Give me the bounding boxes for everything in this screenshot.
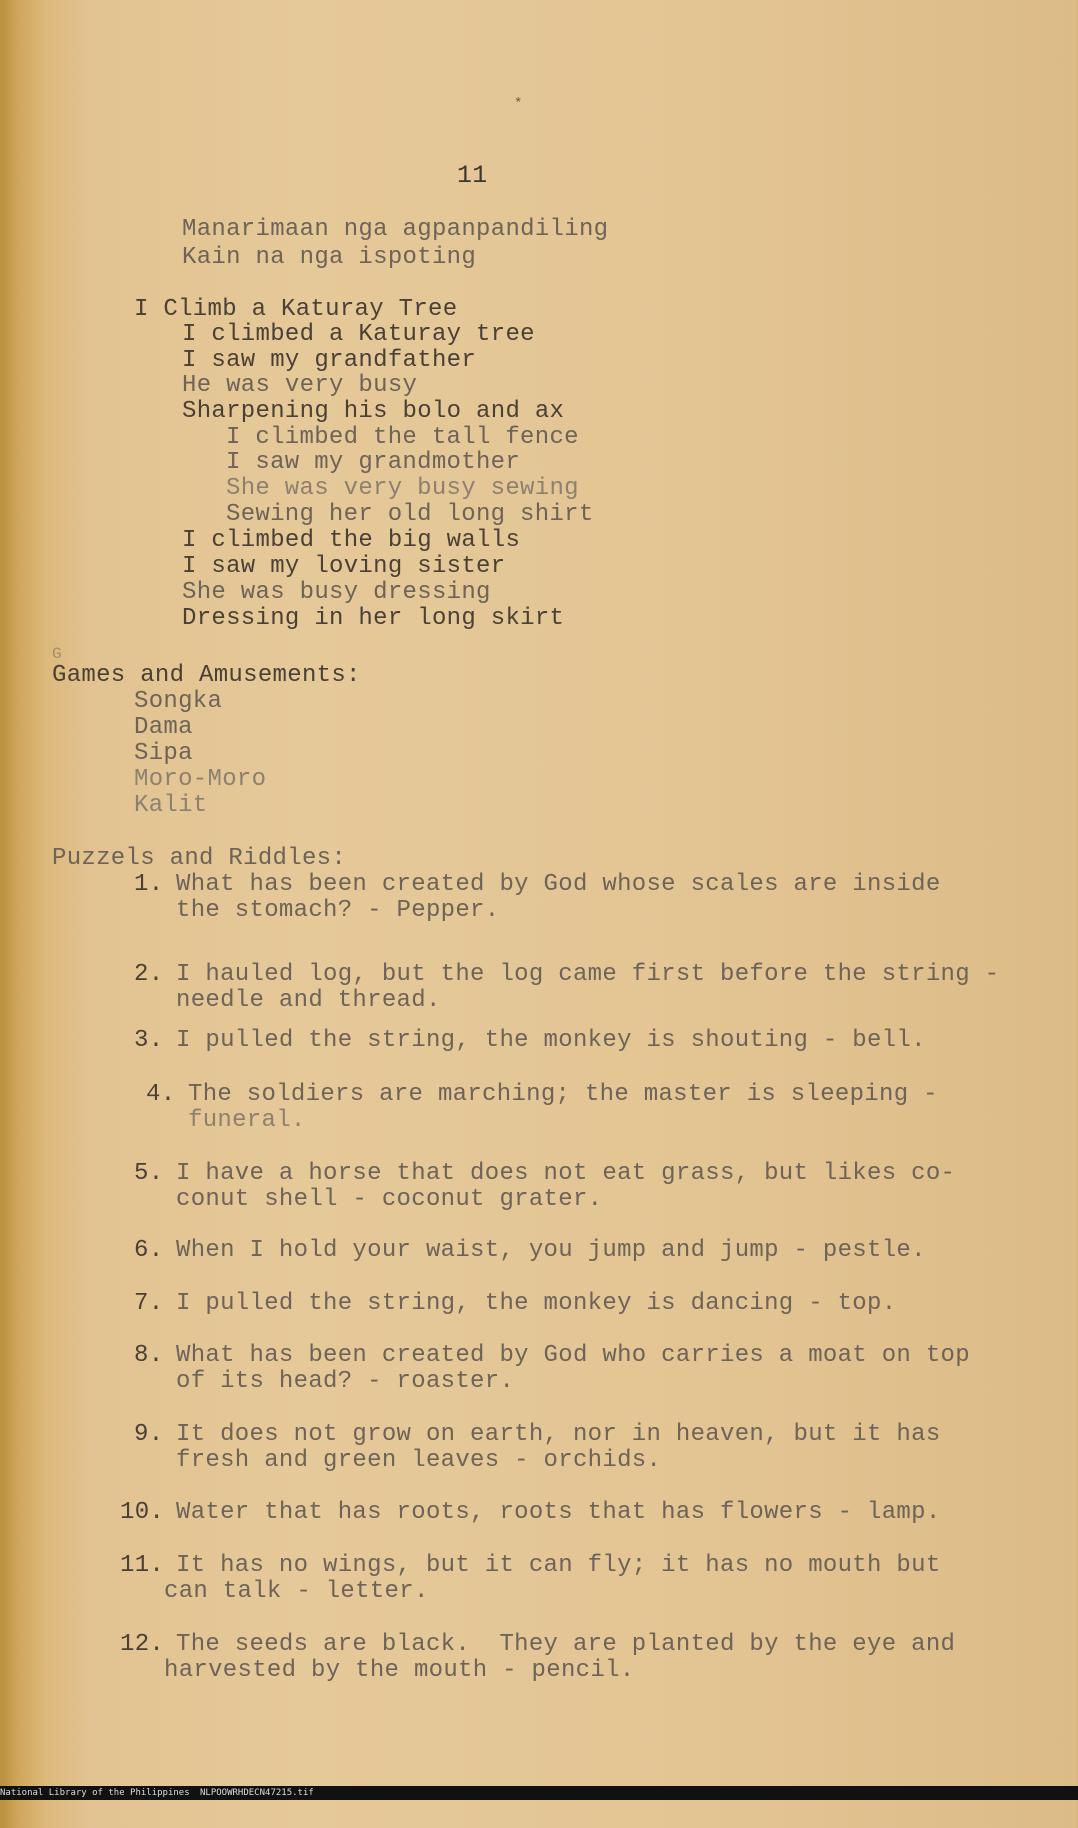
riddle-number: 9.: [134, 1421, 164, 1448]
riddle-number: 12.: [120, 1631, 165, 1658]
riddle-text: The seeds are black. They are planted by the eye and: [176, 1631, 956, 1658]
footer-file: NLPOOWRHDECN47215.tif: [200, 1788, 314, 1798]
games-item: Dama: [134, 714, 193, 741]
riddle-number: 5.: [134, 1160, 164, 1187]
games-item: Sipa: [134, 740, 193, 767]
riddle-text: conut shell - coconut grater.: [176, 1186, 603, 1213]
riddle-number: 7.: [134, 1290, 164, 1317]
games-item: Kalit: [134, 792, 208, 819]
riddle-number: 11.: [120, 1552, 165, 1579]
riddle-text: needle and thread.: [176, 987, 441, 1014]
riddle-number: 4.: [146, 1081, 176, 1108]
riddle-text: I hauled log, but the log came first before the string -: [176, 961, 1000, 988]
page-number: 11: [457, 161, 488, 190]
riddle-number: 10.: [120, 1499, 165, 1526]
margin-mark: G: [52, 645, 62, 663]
poem-line: Sharpening his bolo and ax: [182, 398, 565, 425]
riddle-text: What has been created by God who carries a moat on top: [176, 1342, 970, 1369]
poem-line: She was very busy sewing: [226, 475, 579, 502]
riddle-text: When I hold your waist, you jump and jump - pestle.: [176, 1237, 926, 1264]
riddle-text: of its head? - roaster.: [176, 1368, 515, 1395]
riddle-number: 2.: [134, 961, 164, 988]
poem-line: I climbed the tall fence: [226, 424, 579, 451]
poem-line: Sewing her old long shirt: [226, 501, 594, 528]
top-mark: *: [514, 96, 523, 112]
poem-line: I saw my loving sister: [182, 553, 506, 580]
riddle-text: funeral.: [188, 1107, 306, 1134]
games-heading: Games and Amusements:: [52, 662, 361, 689]
riddle-text: What has been created by God whose scales are inside: [176, 871, 941, 898]
riddle-text: the stomach? - Pepper.: [176, 897, 500, 924]
poem-line: I climbed the big walls: [182, 527, 521, 554]
riddle-text: I have a horse that does not eat grass, but likes co-: [176, 1160, 956, 1187]
opening-line: Kain na nga ispoting: [182, 244, 477, 271]
scan-footer: [0, 1786, 1078, 1800]
poem-line: She was busy dressing: [182, 579, 491, 606]
riddle-text: I pulled the string, the monkey is shouting - bell.: [176, 1027, 926, 1054]
footer-library: National Library of the Philippines: [0, 1788, 190, 1798]
riddle-text: I pulled the string, the monkey is dancing - top.: [176, 1290, 897, 1317]
poem-line: I saw my grandmother: [226, 449, 521, 476]
riddle-text: It does not grow on earth, nor in heaven, but it has: [176, 1421, 941, 1448]
riddles-heading: Puzzels and Riddles:: [52, 845, 347, 872]
games-item: Songka: [134, 688, 223, 715]
poem-title: I Climb a Katuray Tree: [134, 296, 458, 323]
riddle-text: harvested by the mouth - pencil.: [164, 1657, 635, 1684]
riddle-text: fresh and green leaves - orchids.: [176, 1447, 662, 1474]
riddle-text: The soldiers are marching; the master is sleeping -: [188, 1081, 938, 1108]
riddle-text: can talk - letter.: [164, 1578, 429, 1605]
riddle-number: 6.: [134, 1237, 164, 1264]
games-item: Moro-Moro: [134, 766, 267, 793]
poem-line: I saw my grandfather: [182, 347, 477, 374]
riddle-text: It has no wings, but it can fly; it has no mouth but: [176, 1552, 941, 1579]
opening-line: Manarimaan nga agpanpandiling: [182, 216, 609, 243]
riddle-number: 8.: [134, 1342, 164, 1369]
poem-line: He was very busy: [182, 372, 418, 399]
riddle-text: Water that has roots, roots that has flowers - lamp.: [176, 1499, 941, 1526]
poem-line: I climbed a Katuray tree: [182, 321, 535, 348]
riddle-number: 1.: [134, 871, 164, 898]
riddle-number: 3.: [134, 1027, 164, 1054]
poem-line: Dressing in her long skirt: [182, 605, 565, 632]
